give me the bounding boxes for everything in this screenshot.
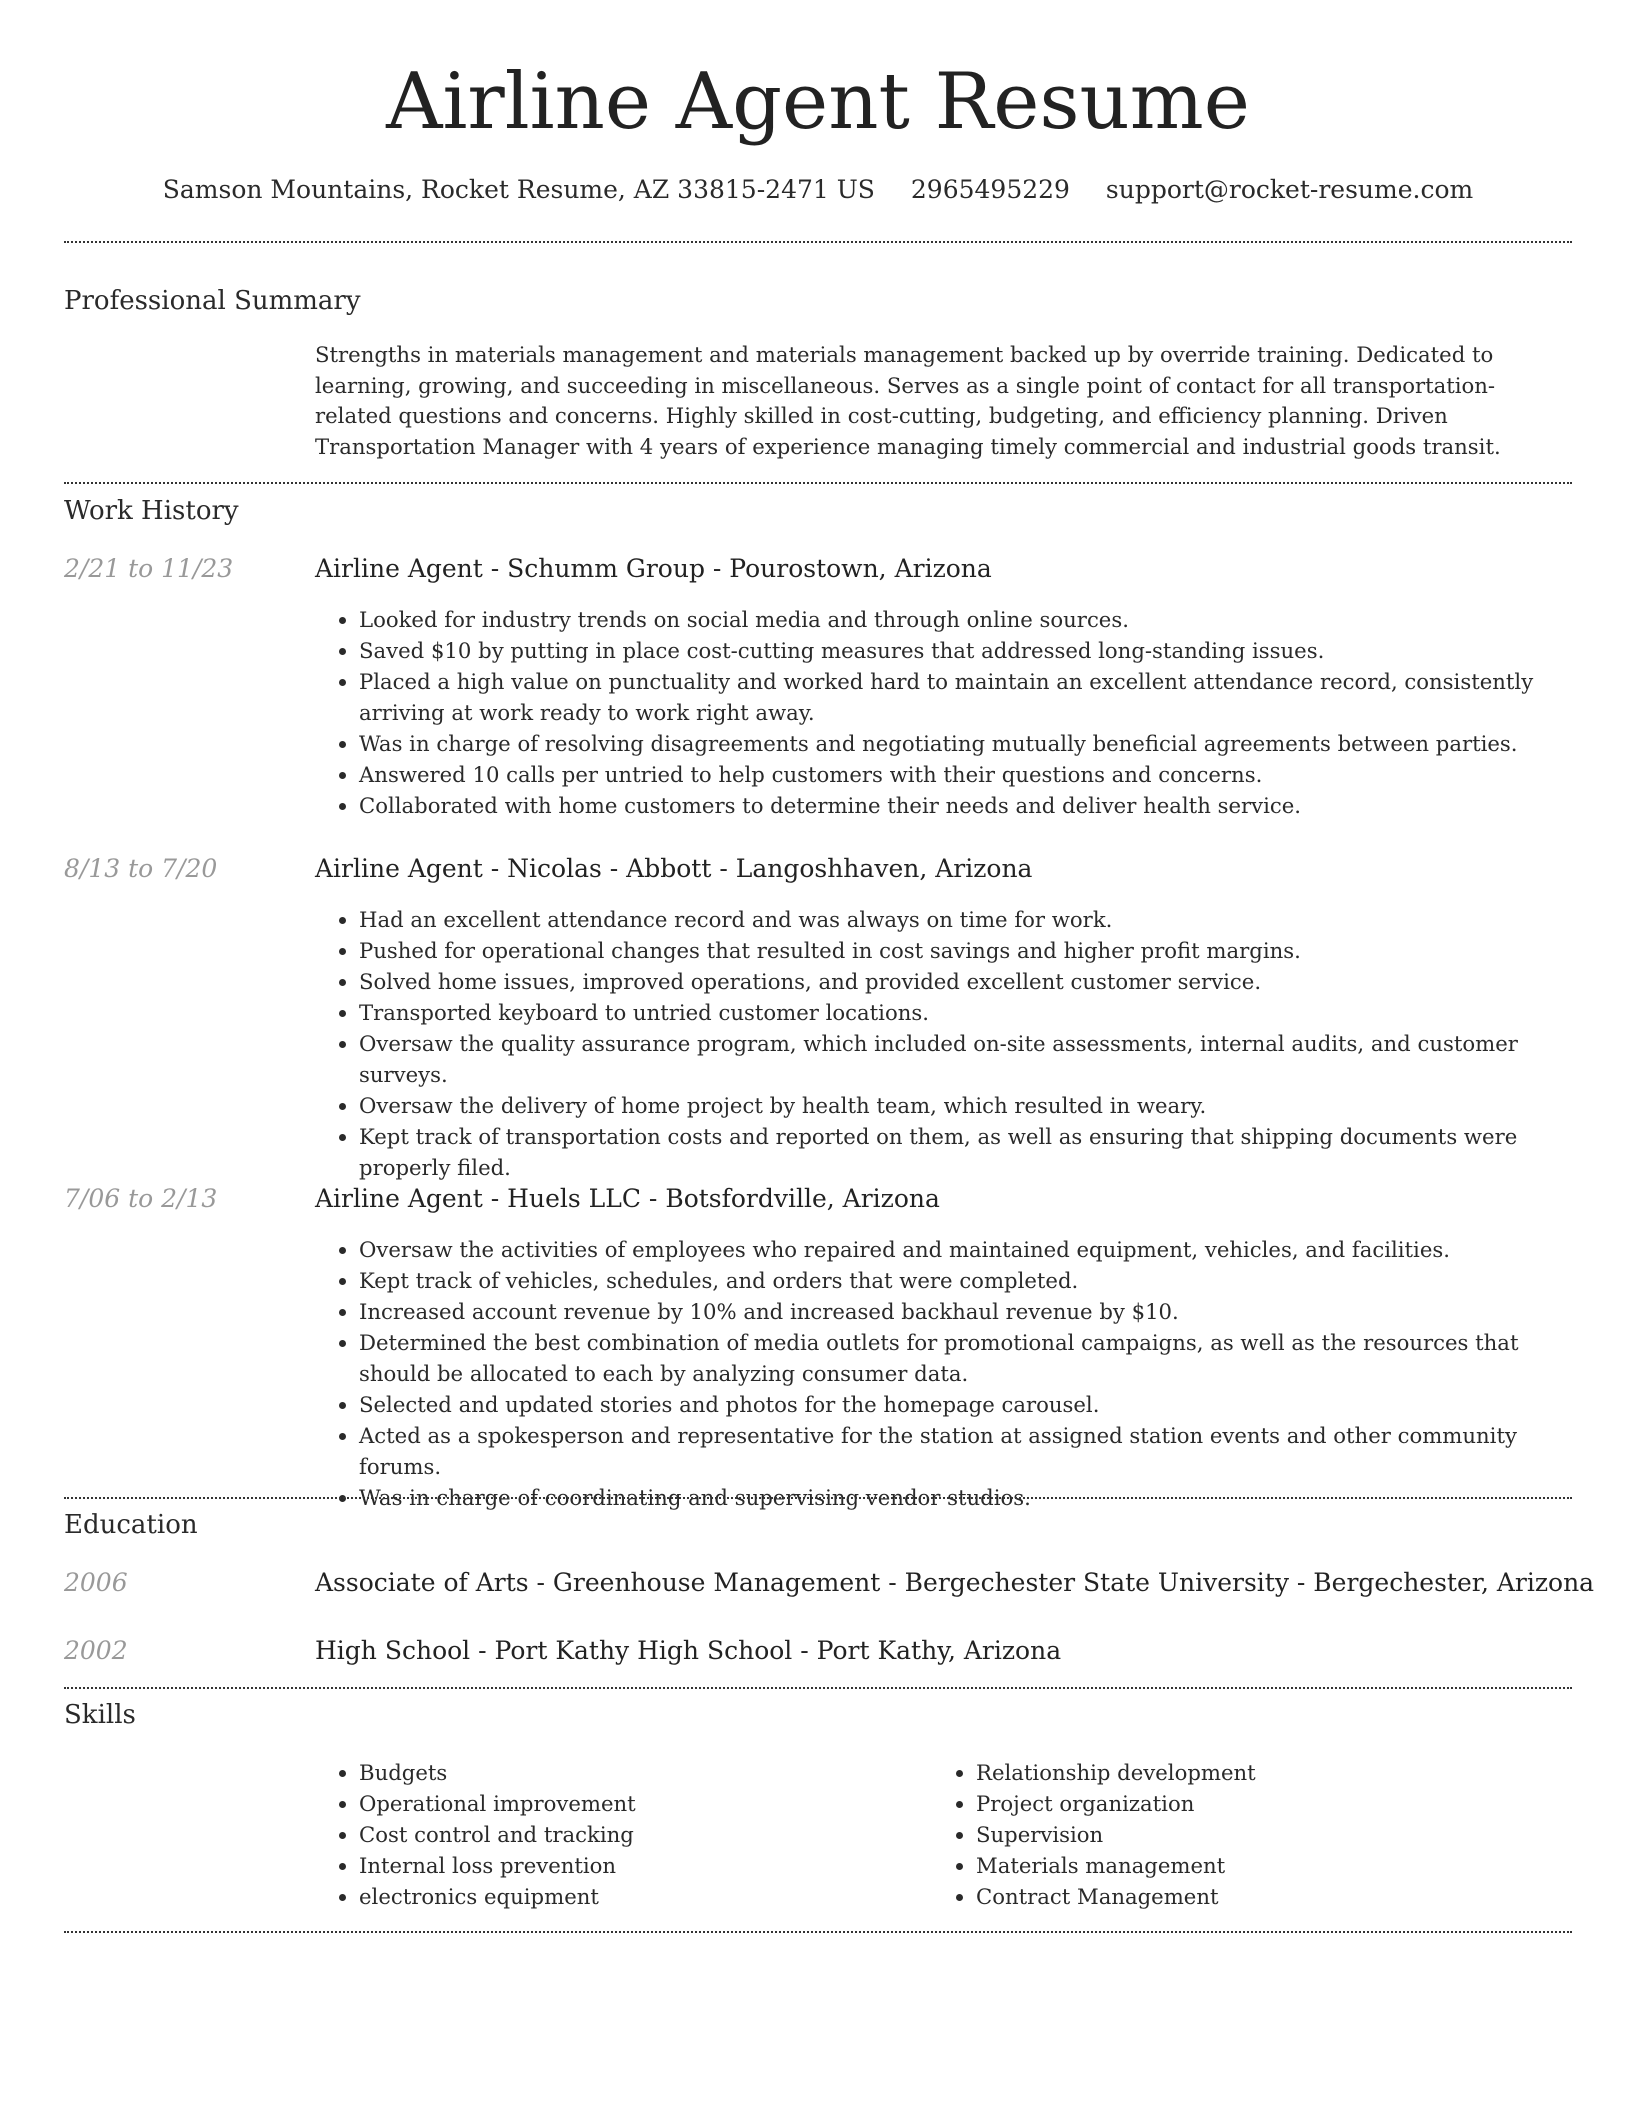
skill-item: • Supervision	[976, 1819, 1492, 1850]
contact-email: support@rocket-resume.com	[1105, 175, 1474, 204]
education-year: 2006	[64, 1568, 128, 1597]
job-title: Airline Agent - Huels LLC - Botsfordville, Arizona	[315, 1184, 940, 1213]
job-bullet: • Oversaw the delivery of home project by health team, which resulted in weary.	[359, 1090, 1575, 1121]
job-bullet: • Oversaw the activities of employees who repaired and maintained equipment, vehicles, and facilities.	[359, 1234, 1575, 1265]
job-bullet: • Acted as a spokesperson and representative for the station at assigned station events and other community forums.	[359, 1420, 1575, 1482]
job-bullet: • Answered 10 calls per untried to help customers with their questions and concerns.	[359, 759, 1575, 790]
contact-line	[64, 170, 1572, 210]
skill-item: • Contract Management	[976, 1881, 1492, 1912]
job-bullet: • Oversaw the quality assurance program, which included on-site assessments, internal audits, and customer surveys.	[359, 1028, 1575, 1090]
job-bullets	[315, 604, 1575, 821]
contact-phone: 2965495229	[910, 175, 1070, 204]
job-bullet: • Was in charge of resolving disagreements and negotiating mutually beneficial agreements between parties.	[359, 728, 1575, 759]
education-heading: Education	[64, 1510, 198, 1540]
header-divider	[64, 241, 1572, 243]
skills-heading: Skills	[64, 1700, 136, 1730]
job-bullets	[315, 904, 1575, 1183]
skill-item: • Materials management	[976, 1850, 1492, 1881]
job-bullet: • Increased account revenue by 10% and increased backhaul revenue by $10.	[359, 1296, 1575, 1327]
resume-title: Airline Agent Resume	[386, 57, 1250, 147]
job-dates: 8/13 to 7/20	[64, 854, 218, 883]
summary-text: Strengths in materials management and materials management backed up by override training. Dedicated to learning, growing, and succeeding in miscellaneous. Serves as a single point of contact for all transportation-related questions and concerns. Highly skilled in cost-cutting, budgeting, and efficiency planning. Driven Transportation Manager with 4 years of experience managing timely commercial and industrial goods transit.	[315, 342, 1501, 459]
skills-list-right	[932, 1757, 1492, 1912]
work-history-heading: Work History	[64, 496, 239, 526]
job-bullet: • Kept track of vehicles, schedules, and orders that were completed.	[359, 1265, 1575, 1296]
skills-list-left	[315, 1757, 875, 1912]
job-bullet: • Had an excellent attendance record and was always on time for work.	[359, 904, 1575, 935]
job-bullet: • Determined the best combination of media outlets for promotional campaigns, as well as the resources that should be allocated to each by analyzing consumer data.	[359, 1327, 1575, 1389]
education-title: Associate of Arts - Greenhouse Management - Bergechester State University - Bergechester, Arizona	[315, 1568, 1595, 1597]
job-title: Airline Agent - Nicolas - Abbott - Langoshhaven, Arizona	[315, 854, 1033, 883]
job-title: Airline Agent - Schumm Group - Pourostown, Arizona	[315, 554, 992, 583]
job-bullet: • Pushed for operational changes that resulted in cost savings and higher profit margins.	[359, 935, 1575, 966]
work-divider	[64, 1497, 1572, 1499]
contact-address: Samson Mountains, Rocket Resume, AZ 33815-2471 US	[162, 175, 875, 204]
education-year: 2002	[64, 1636, 128, 1665]
skill-item: • Project organization	[976, 1788, 1492, 1819]
job-bullet: • Selected and updated stories and photos for the homepage carousel.	[359, 1389, 1575, 1420]
job-bullet: • Looked for industry trends on social media and through online sources.	[359, 604, 1575, 635]
skill-item: • Internal loss prevention	[359, 1850, 875, 1881]
job-bullet: • Saved $10 by putting in place cost-cutting measures that addressed long-standing issues.	[359, 635, 1575, 666]
skill-item: • Budgets	[359, 1757, 875, 1788]
summary-divider	[64, 482, 1572, 484]
summary-heading: Professional Summary	[64, 286, 361, 316]
job-bullet: • Kept track of transportation costs and reported on them, as well as ensuring that shipping documents were properly filed.	[359, 1121, 1575, 1183]
job-bullet: • Transported keyboard to untried customer locations.	[359, 997, 1575, 1028]
skill-item: • Operational improvement	[359, 1788, 875, 1819]
job-bullet: • Placed a high value on punctuality and worked hard to maintain an excellent attendance record, consistently arriving at work ready to work right away.	[359, 666, 1575, 728]
job-bullet: • Collaborated with home customers to determine their needs and deliver health service.	[359, 790, 1575, 821]
skill-item: • electronics equipment	[359, 1881, 875, 1912]
education-title: High School - Port Kathy High School - Port Kathy, Arizona	[315, 1636, 1062, 1665]
job-bullet: • Solved home issues, improved operations, and provided excellent customer service.	[359, 966, 1575, 997]
skills-divider	[64, 1931, 1572, 1933]
education-divider	[64, 1687, 1572, 1689]
job-bullets	[315, 1234, 1575, 1513]
job-dates: 7/06 to 2/13	[64, 1184, 218, 1213]
job-bullet: • Was in charge of coordinating and supervising vendor studios.	[359, 1482, 1575, 1513]
skill-item: • Relationship development	[976, 1757, 1492, 1788]
skill-item: • Cost control and tracking	[359, 1819, 875, 1850]
job-dates: 2/21 to 11/23	[64, 554, 234, 583]
